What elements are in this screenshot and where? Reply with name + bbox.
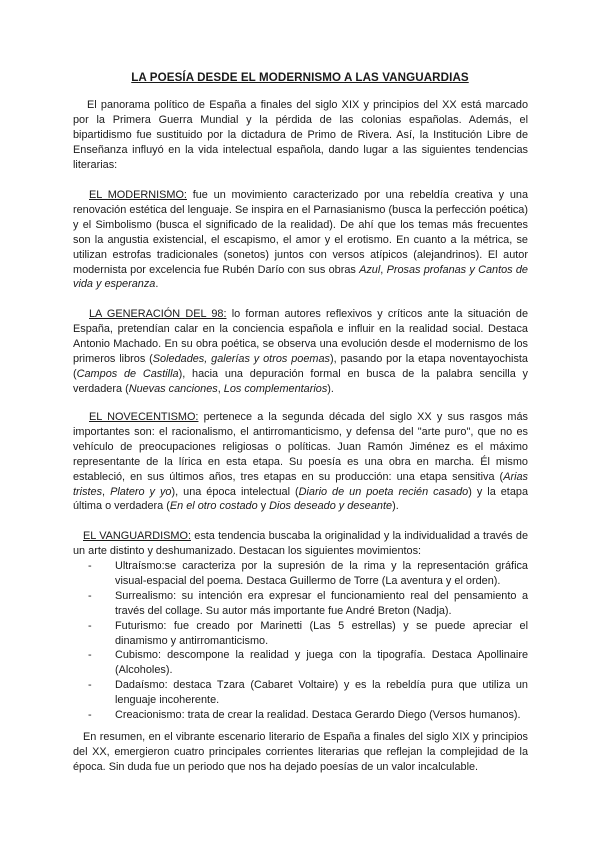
intro-paragraph <box>73 98 528 173</box>
dash-bullet-icon: - <box>88 709 92 722</box>
dash-bullet-icon: - <box>88 619 92 632</box>
list-item: - Creacionismo: trata de crear la realidad. Destaca Gerardo Diego (Versos humanos). <box>88 709 521 722</box>
novecentismo-work-1: Arias tristes <box>73 470 528 498</box>
conclusion-paragraph <box>73 730 528 775</box>
modernismo-work-1: Azul <box>359 263 381 276</box>
novecentismo-work-3: Diario de un poeta recién casado <box>298 485 469 498</box>
dash-bullet-icon: - <box>88 560 92 572</box>
generacion98-work-3: Nuevas canciones <box>128 382 218 395</box>
modernismo-paragraph: EL MODERNISMO: fue un movimiento caracterizado por una rebeldía creativa y una renovación estética del lenguaje. Se inspira en el Parnasianismo (busca la perfección poética) y el Simbolismo (busca el significado de la realidad). De ahí que los temas más frecuentes son la angustia existencial, el escapismo, el amor y el erotismo. En cuanto a la métrica, se utilizan estrofas tradicionales (sonetos) juntos con versos atípicos (alejandrinos). El autor modernista por excelencia fue Rubén Darío con sus obras Azul, Prosas profanas y Cantos de vida y esperanza. <box>73 189 528 291</box>
movements-list <box>73 559 528 723</box>
vanguardismo-heading: EL VANGUARDISMO: <box>83 530 191 542</box>
list-item: - Surrealismo: su intención era expresar el funcionamiento real del pensamiento a través del collage. Su autor más importante fue André Breton (Nadja). <box>88 589 528 617</box>
novecentismo-work-4: En el otro costado <box>169 500 258 513</box>
dash-bullet-icon: - <box>88 679 92 692</box>
generacion98-work-2: Campos de Castilla <box>76 367 179 380</box>
generacion98-work-1: Soledades, galerías y otros poemas <box>152 352 330 365</box>
dash-bullet-icon: - <box>88 589 92 602</box>
novecentismo-work-2: Platero y yo <box>110 485 172 498</box>
novecentismo-work-5: Dios deseado y deseante <box>269 500 393 513</box>
generacion98-heading: LA GENERACIÓN DEL 98: <box>89 308 227 320</box>
generacion98-paragraph: LA GENERACIÓN DEL 98: lo forman autores reflexivos y críticos ante la situación de España, pretendían calar en la conciencia española e influir en la realidad social. Destaca Antonio Machado. En su obra poética, se observa una evolución desde el modernismo de los primeros libros (Soledades, galerías y otros poemas), pasando por la etapa noventayochista (Campos de Castilla), hacia una depuración formal en busca de la palabra sencilla y verdadera (Nuevas canciones, Los complementarios). <box>73 308 528 395</box>
intro-text: El panorama político de España a finales del siglo XIX y principios del XX está marcado por la Primera Guerra Mundial y la pérdida de las colonias españolas. Además, el bipartidismo fue sustituido por la dictadura de Primo de Rivera. Así, la Institución Libre de Enseñanza influyó en la vida intelectual española, dando lugar a las siguientes tendencias literarias: <box>73 99 528 171</box>
list-item: - Dadaísmo: destaca Tzara (Cabaret Voltaire) y es la rebeldía pura que utiliza un lenguaje incoherente. <box>88 679 528 707</box>
vanguardismo-paragraph: EL VANGUARDISMO: esta tendencia buscaba la originalidad y la individualidad a través de un arte distinto y deshumanizado. Destacan los siguientes movimientos: <box>73 530 529 557</box>
dash-bullet-icon: - <box>88 649 92 662</box>
conclusion-text: En resumen, en el vibrante escenario literario de España a finales del siglo XIX y principios del XX, emergieron cuatro principales corrientes literarias que reflejan la complejidad de la época. Sin duda fue un periodo que nos ha dejado poesías de un valor incalculable. <box>73 731 528 773</box>
page-title: LA POESÍA DESDE EL MODERNISMO A LAS VANGUARDIAS <box>131 71 469 84</box>
generacion98-work-4: Los complementarios <box>223 382 328 395</box>
modernismo-text: fue un movimiento caracterizado por una rebeldía creativa y una renovación estética del lenguaje. Se inspira en el Parnasianismo (busca la perfección poética) y el Simbolismo (busca el significado de la realidad). De ahí que los temas más frecuentes son la angustia existencial, el escapismo, el amor y el erotismo. En cuanto a la métrica, se utilizan estrofas tradicionales (sonetos) juntos con versos atípicos (alejandrinos). El autor modernista por excelencia fue Rubén Darío con sus obras <box>73 189 528 276</box>
novecentismo-heading: EL NOVECENTISMO: <box>89 411 199 423</box>
novecentismo-paragraph: EL NOVECENTISMO: pertenece a la segunda década del siglo XX y sus rasgos más importantes son: el racionalismo, el antirromanticismo, y defensa del "arte puro", que no es vehículo de preocupaciones religiosas o políticas. Juan Ramón Jiménez es el máximo representante de la lírica en esta etapa. Su poesía es una obra en marcha. Él mismo estableció, en sus últimos años, tres etapas en su producción: una etapa sensitiva (Arias tristes, Platero y yo), una época intelectual (Diario de un poeta recién casado) y la etapa última o verdadera (En el otro costado y Dios deseado y deseante). <box>73 411 529 513</box>
modernismo-work-2: Prosas profanas y Cantos de vida y esperanza <box>73 263 528 291</box>
list-item: - Ultraísmo:se caracteriza por la supresión de la rima y la representación gráfica visual-espacial del poema. Destaca Guillermo de Torre (La aventura y el orden). <box>88 560 528 587</box>
list-item: - Cubismo: descompone la realidad y juega con la tipografía. Destaca Apollinaire (Alcoholes). <box>88 649 528 677</box>
modernismo-heading: EL MODERNISMO: <box>89 189 187 201</box>
list-item: - Futurismo: fue creado por Marinetti (Las 5 estrellas) y se puede apreciar el dinamismo y antirromanticismo. <box>88 619 528 647</box>
